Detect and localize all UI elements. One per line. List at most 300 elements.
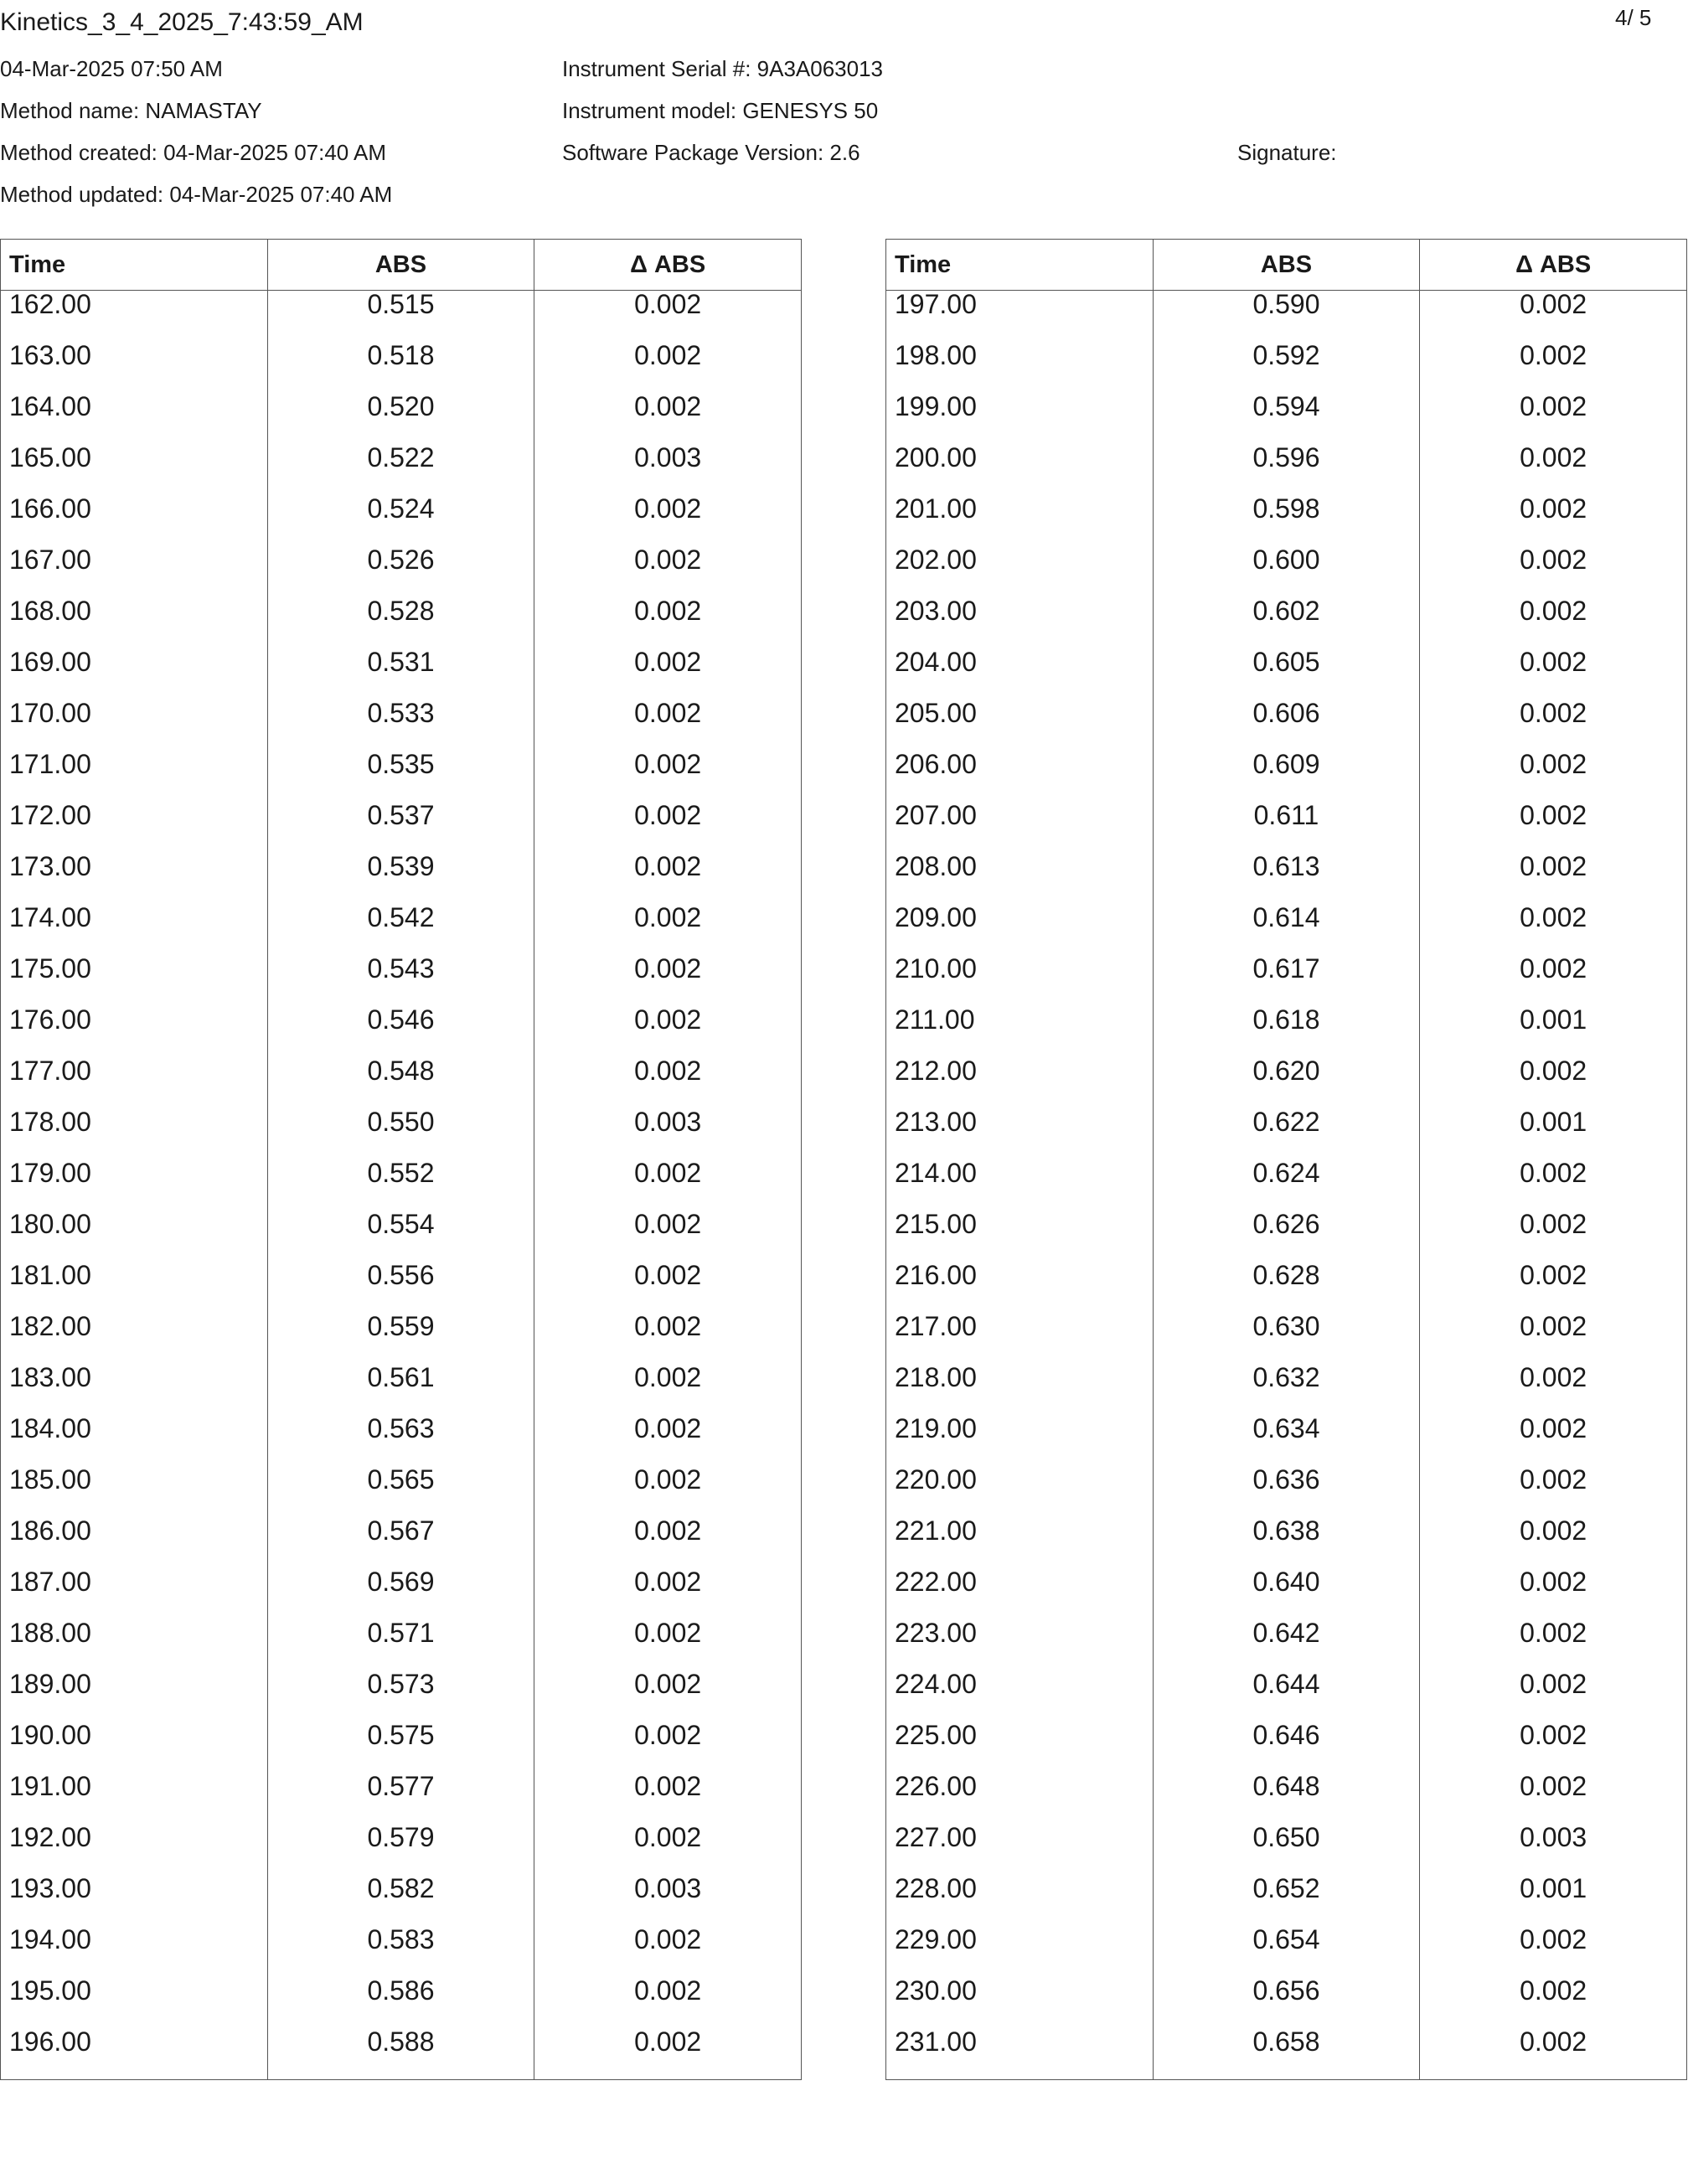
delta-abs-cell: 0.002 [1420, 955, 1687, 1006]
time-cell: 163.00 [1, 342, 268, 393]
instrument-serial: Instrument Serial #: 9A3A063013 [562, 56, 884, 81]
delta-abs-cell: 0.002 [534, 1517, 802, 1568]
abs-cell: 0.650 [1153, 1824, 1420, 1875]
abs-cell: 0.586 [267, 1977, 534, 2028]
time-cell: 221.00 [886, 1517, 1154, 1568]
abs-cell: 0.609 [1153, 751, 1420, 802]
time-cell: 171.00 [1, 751, 268, 802]
delta-abs-cell: 0.002 [534, 853, 802, 904]
table-row [1, 1670, 802, 1722]
table-row [1, 1466, 802, 1517]
time-cell: 224.00 [886, 1670, 1154, 1722]
delta-abs-cell: 0.002 [534, 1670, 802, 1722]
delta-abs-cell: 0.002 [534, 393, 802, 444]
delta-abs-cell: 0.002 [534, 1006, 802, 1057]
table-row [886, 342, 1687, 393]
table-row [886, 444, 1687, 495]
abs-cell: 0.552 [267, 1159, 534, 1211]
delta-abs-cell: 0.002 [1420, 342, 1687, 393]
table-body-left [1, 291, 802, 2080]
time-cell: 205.00 [886, 700, 1154, 751]
abs-cell: 0.524 [267, 495, 534, 546]
delta-abs-cell: 0.002 [1420, 648, 1687, 700]
table-row [1, 393, 802, 444]
column-header-delta-abs: Δ ABS [534, 240, 802, 291]
delta-abs-cell: 0.002 [1420, 291, 1687, 343]
signature-label: Signature: [1237, 140, 1337, 165]
delta-abs-cell: 0.002 [1420, 1670, 1687, 1722]
table-row [1, 546, 802, 597]
table-row [886, 1773, 1687, 1824]
time-cell: 168.00 [1, 597, 268, 648]
abs-cell: 0.658 [1153, 2028, 1420, 2079]
column-header-abs: ABS [267, 240, 534, 291]
table-row [1, 1977, 802, 2028]
delta-abs-cell: 0.002 [534, 1722, 802, 1773]
time-cell: 167.00 [1, 546, 268, 597]
table-row [886, 1262, 1687, 1313]
table-row [886, 597, 1687, 648]
abs-cell: 0.634 [1153, 1415, 1420, 1466]
abs-cell: 0.548 [267, 1057, 534, 1108]
time-cell: 198.00 [886, 342, 1154, 393]
time-cell: 219.00 [886, 1415, 1154, 1466]
table-row [1, 1619, 802, 1670]
time-cell: 191.00 [1, 1773, 268, 1824]
table-row [1, 904, 802, 955]
time-cell: 212.00 [886, 1057, 1154, 1108]
table-row [1, 1006, 802, 1057]
data-table-right [885, 239, 1687, 2080]
delta-abs-cell: 0.002 [534, 291, 802, 343]
time-cell: 187.00 [1, 1568, 268, 1619]
abs-cell: 0.579 [267, 1824, 534, 1875]
method-updated: Method updated: 04-Mar-2025 07:40 AM [0, 182, 393, 207]
time-cell: 189.00 [1, 1670, 268, 1722]
table-header-row [886, 240, 1687, 291]
delta-abs-cell: 0.001 [1420, 1108, 1687, 1159]
abs-cell: 0.644 [1153, 1670, 1420, 1722]
delta-abs-cell: 0.002 [534, 1619, 802, 1670]
filler-cell [534, 2079, 802, 2080]
table-row [1, 1159, 802, 1211]
time-cell: 185.00 [1, 1466, 268, 1517]
time-cell: 203.00 [886, 597, 1154, 648]
table-row [886, 802, 1687, 853]
abs-cell: 0.613 [1153, 853, 1420, 904]
method-created: Method created: 04-Mar-2025 07:40 AM [0, 140, 387, 165]
table-body-right [886, 291, 1687, 2080]
delta-abs-cell: 0.002 [534, 955, 802, 1006]
delta-abs-cell: 0.002 [1420, 1262, 1687, 1313]
abs-cell: 0.567 [267, 1517, 534, 1568]
delta-abs-cell: 0.002 [1420, 1211, 1687, 1262]
abs-cell: 0.594 [1153, 393, 1420, 444]
abs-cell: 0.636 [1153, 1466, 1420, 1517]
table-row [886, 291, 1687, 343]
table-row [886, 1415, 1687, 1466]
abs-cell: 0.528 [267, 597, 534, 648]
table-row [886, 1926, 1687, 1977]
abs-cell: 0.620 [1153, 1057, 1420, 1108]
table-row [1, 1364, 802, 1415]
time-cell: 175.00 [1, 955, 268, 1006]
abs-cell: 0.563 [267, 1415, 534, 1466]
table-row [1, 1824, 802, 1875]
table-row [886, 955, 1687, 1006]
abs-cell: 0.590 [1153, 291, 1420, 343]
abs-cell: 0.546 [267, 1006, 534, 1057]
delta-abs-cell: 0.002 [534, 2028, 802, 2079]
table-row [1, 802, 802, 853]
abs-cell: 0.592 [1153, 342, 1420, 393]
time-cell: 172.00 [1, 802, 268, 853]
delta-abs-cell: 0.002 [1420, 1057, 1687, 1108]
delta-abs-cell: 0.002 [1420, 1517, 1687, 1568]
abs-cell: 0.531 [267, 648, 534, 700]
delta-abs-cell: 0.002 [1420, 1977, 1687, 2028]
filler-cell [267, 2079, 534, 2080]
time-cell: 182.00 [1, 1313, 268, 1364]
delta-abs-cell: 0.003 [1420, 1824, 1687, 1875]
time-cell: 166.00 [1, 495, 268, 546]
time-cell: 193.00 [1, 1875, 268, 1926]
time-cell: 220.00 [886, 1466, 1154, 1517]
time-cell: 218.00 [886, 1364, 1154, 1415]
time-cell: 204.00 [886, 648, 1154, 700]
time-cell: 213.00 [886, 1108, 1154, 1159]
column-header-time: Time [886, 240, 1154, 291]
time-cell: 174.00 [1, 904, 268, 955]
delta-abs-cell: 0.002 [1420, 700, 1687, 751]
table-row [1, 648, 802, 700]
abs-cell: 0.618 [1153, 1006, 1420, 1057]
abs-cell: 0.624 [1153, 1159, 1420, 1211]
table-row [886, 1875, 1687, 1926]
abs-cell: 0.577 [267, 1773, 534, 1824]
method-name: Method name: NAMASTAY [0, 98, 262, 123]
delta-abs-cell: 0.002 [1420, 1568, 1687, 1619]
table-row [886, 1670, 1687, 1722]
report-title: Kinetics_3_4_2025_7:43:59_AM [0, 8, 364, 36]
abs-cell: 0.638 [1153, 1517, 1420, 1568]
table-row [1, 444, 802, 495]
filler-cell [1153, 2079, 1420, 2080]
table-row [1, 1926, 802, 1977]
abs-cell: 0.518 [267, 342, 534, 393]
abs-cell: 0.588 [267, 2028, 534, 2079]
time-cell: 165.00 [1, 444, 268, 495]
time-cell: 183.00 [1, 1364, 268, 1415]
abs-cell: 0.614 [1153, 904, 1420, 955]
table-row [886, 648, 1687, 700]
time-cell: 176.00 [1, 1006, 268, 1057]
delta-abs-cell: 0.002 [1420, 853, 1687, 904]
abs-cell: 0.573 [267, 1670, 534, 1722]
time-cell: 222.00 [886, 1568, 1154, 1619]
delta-abs-cell: 0.002 [1420, 2028, 1687, 2079]
delta-abs-cell: 0.002 [534, 1824, 802, 1875]
abs-cell: 0.602 [1153, 597, 1420, 648]
table-row [1, 1568, 802, 1619]
time-cell: 196.00 [1, 2028, 268, 2079]
time-cell: 173.00 [1, 853, 268, 904]
time-cell: 207.00 [886, 802, 1154, 853]
abs-cell: 0.533 [267, 700, 534, 751]
delta-abs-cell: 0.002 [1420, 802, 1687, 853]
time-cell: 229.00 [886, 1926, 1154, 1977]
delta-abs-cell: 0.003 [534, 1108, 802, 1159]
abs-cell: 0.561 [267, 1364, 534, 1415]
abs-cell: 0.537 [267, 802, 534, 853]
abs-cell: 0.543 [267, 955, 534, 1006]
abs-cell: 0.648 [1153, 1773, 1420, 1824]
delta-abs-cell: 0.002 [534, 1364, 802, 1415]
table-filler-row [1, 2079, 802, 2080]
table-row [886, 2028, 1687, 2079]
time-cell: 197.00 [886, 291, 1154, 343]
table-row [1, 853, 802, 904]
time-cell: 202.00 [886, 546, 1154, 597]
time-cell: 177.00 [1, 1057, 268, 1108]
delta-abs-cell: 0.002 [1420, 1926, 1687, 1977]
table-row [886, 495, 1687, 546]
time-cell: 227.00 [886, 1824, 1154, 1875]
table-row [886, 904, 1687, 955]
column-header-delta-abs: Δ ABS [1420, 240, 1687, 291]
table-row [886, 1619, 1687, 1670]
delta-abs-cell: 0.002 [1420, 1722, 1687, 1773]
abs-cell: 0.600 [1153, 546, 1420, 597]
table-row [886, 393, 1687, 444]
time-cell: 209.00 [886, 904, 1154, 955]
abs-cell: 0.598 [1153, 495, 1420, 546]
software-version: Software Package Version: 2.6 [562, 140, 860, 165]
time-cell: 181.00 [1, 1262, 268, 1313]
delta-abs-cell: 0.002 [534, 1977, 802, 2028]
column-header-abs: ABS [1153, 240, 1420, 291]
table-row [1, 597, 802, 648]
filler-cell [886, 2079, 1154, 2080]
abs-cell: 0.626 [1153, 1211, 1420, 1262]
abs-cell: 0.569 [267, 1568, 534, 1619]
time-cell: 188.00 [1, 1619, 268, 1670]
table-header-row [1, 240, 802, 291]
abs-cell: 0.617 [1153, 955, 1420, 1006]
column-header-time: Time [1, 240, 268, 291]
abs-cell: 0.622 [1153, 1108, 1420, 1159]
abs-cell: 0.535 [267, 751, 534, 802]
time-cell: 179.00 [1, 1159, 268, 1211]
abs-cell: 0.550 [267, 1108, 534, 1159]
table-row [886, 1722, 1687, 1773]
abs-cell: 0.554 [267, 1211, 534, 1262]
abs-cell: 0.654 [1153, 1926, 1420, 1977]
abs-cell: 0.565 [267, 1466, 534, 1517]
table-row [886, 1313, 1687, 1364]
abs-cell: 0.571 [267, 1619, 534, 1670]
delta-abs-cell: 0.003 [534, 1875, 802, 1926]
table-row [1, 1415, 802, 1466]
delta-abs-cell: 0.002 [1420, 546, 1687, 597]
delta-abs-cell: 0.002 [534, 1211, 802, 1262]
table-row [886, 1568, 1687, 1619]
delta-abs-cell: 0.002 [1420, 393, 1687, 444]
abs-cell: 0.542 [267, 904, 534, 955]
delta-abs-cell: 0.002 [1420, 1619, 1687, 1670]
delta-abs-cell: 0.002 [534, 1466, 802, 1517]
abs-cell: 0.646 [1153, 1722, 1420, 1773]
delta-abs-cell: 0.002 [1420, 1415, 1687, 1466]
time-cell: 194.00 [1, 1926, 268, 1977]
delta-abs-cell: 0.002 [1420, 751, 1687, 802]
abs-cell: 0.642 [1153, 1619, 1420, 1670]
delta-abs-cell: 0.002 [534, 904, 802, 955]
table-row [1, 2028, 802, 2079]
delta-abs-cell: 0.002 [534, 802, 802, 853]
abs-cell: 0.611 [1153, 802, 1420, 853]
delta-abs-cell: 0.002 [1420, 597, 1687, 648]
abs-cell: 0.656 [1153, 1977, 1420, 2028]
delta-abs-cell: 0.002 [1420, 1313, 1687, 1364]
delta-abs-cell: 0.002 [534, 751, 802, 802]
data-table-left [0, 239, 802, 2080]
table-row [886, 1517, 1687, 1568]
table-row [1, 1875, 802, 1926]
table-row [1, 291, 802, 343]
table-row [886, 1057, 1687, 1108]
abs-cell: 0.539 [267, 853, 534, 904]
instrument-model: Instrument model: GENESYS 50 [562, 98, 879, 123]
delta-abs-cell: 0.002 [534, 1057, 802, 1108]
table-row [886, 700, 1687, 751]
time-cell: 169.00 [1, 648, 268, 700]
delta-abs-cell: 0.001 [1420, 1006, 1687, 1057]
abs-cell: 0.520 [267, 393, 534, 444]
delta-abs-cell: 0.002 [534, 1262, 802, 1313]
table-row [886, 1211, 1687, 1262]
table-row [1, 342, 802, 393]
time-cell: 180.00 [1, 1211, 268, 1262]
delta-abs-cell: 0.002 [534, 495, 802, 546]
table-row [1, 1108, 802, 1159]
time-cell: 199.00 [886, 393, 1154, 444]
table-row [1, 751, 802, 802]
table-row [886, 1006, 1687, 1057]
table-row [1, 1517, 802, 1568]
abs-cell: 0.605 [1153, 648, 1420, 700]
abs-cell: 0.628 [1153, 1262, 1420, 1313]
table-row [1, 1262, 802, 1313]
table-row [886, 1364, 1687, 1415]
delta-abs-cell: 0.002 [1420, 1466, 1687, 1517]
report-date: 04-Mar-2025 07:50 AM [0, 56, 223, 81]
table-row [886, 1108, 1687, 1159]
abs-cell: 0.559 [267, 1313, 534, 1364]
time-cell: 195.00 [1, 1977, 268, 2028]
abs-cell: 0.582 [267, 1875, 534, 1926]
delta-abs-cell: 0.002 [534, 1415, 802, 1466]
time-cell: 230.00 [886, 1977, 1154, 2028]
time-cell: 216.00 [886, 1262, 1154, 1313]
time-cell: 225.00 [886, 1722, 1154, 1773]
delta-abs-cell: 0.002 [534, 1926, 802, 1977]
table-row [1, 1057, 802, 1108]
table-row [886, 853, 1687, 904]
delta-abs-cell: 0.002 [1420, 1364, 1687, 1415]
abs-cell: 0.556 [267, 1262, 534, 1313]
delta-abs-cell: 0.002 [534, 1773, 802, 1824]
time-cell: 210.00 [886, 955, 1154, 1006]
page-number: 4/ 5 [1615, 5, 1652, 30]
time-cell: 214.00 [886, 1159, 1154, 1211]
abs-cell: 0.640 [1153, 1568, 1420, 1619]
abs-cell: 0.652 [1153, 1875, 1420, 1926]
delta-abs-cell: 0.002 [534, 597, 802, 648]
time-cell: 178.00 [1, 1108, 268, 1159]
abs-cell: 0.526 [267, 546, 534, 597]
table-row [886, 1159, 1687, 1211]
time-cell: 211.00 [886, 1006, 1154, 1057]
time-cell: 228.00 [886, 1875, 1154, 1926]
abs-cell: 0.632 [1153, 1364, 1420, 1415]
delta-abs-cell: 0.002 [534, 1313, 802, 1364]
time-cell: 200.00 [886, 444, 1154, 495]
table-row [886, 546, 1687, 597]
time-cell: 231.00 [886, 2028, 1154, 2079]
abs-cell: 0.575 [267, 1722, 534, 1773]
abs-cell: 0.606 [1153, 700, 1420, 751]
delta-abs-cell: 0.002 [1420, 904, 1687, 955]
time-cell: 201.00 [886, 495, 1154, 546]
delta-abs-cell: 0.002 [1420, 444, 1687, 495]
filler-cell [1, 2079, 268, 2080]
delta-abs-cell: 0.002 [534, 1568, 802, 1619]
table-row [1, 1211, 802, 1262]
abs-cell: 0.583 [267, 1926, 534, 1977]
table-row [1, 495, 802, 546]
table-row [886, 1977, 1687, 2028]
delta-abs-cell: 0.001 [1420, 1875, 1687, 1926]
abs-cell: 0.522 [267, 444, 534, 495]
table-row [886, 751, 1687, 802]
abs-cell: 0.630 [1153, 1313, 1420, 1364]
time-cell: 215.00 [886, 1211, 1154, 1262]
table-row [1, 700, 802, 751]
delta-abs-cell: 0.003 [534, 444, 802, 495]
delta-abs-cell: 0.002 [534, 342, 802, 393]
time-cell: 164.00 [1, 393, 268, 444]
delta-abs-cell: 0.002 [1420, 495, 1687, 546]
time-cell: 223.00 [886, 1619, 1154, 1670]
delta-abs-cell: 0.002 [534, 700, 802, 751]
delta-abs-cell: 0.002 [1420, 1159, 1687, 1211]
time-cell: 217.00 [886, 1313, 1154, 1364]
table-row [1, 1773, 802, 1824]
filler-cell [1420, 2079, 1687, 2080]
time-cell: 170.00 [1, 700, 268, 751]
table-filler-row [886, 2079, 1687, 2080]
time-cell: 190.00 [1, 1722, 268, 1773]
time-cell: 162.00 [1, 291, 268, 343]
delta-abs-cell: 0.002 [534, 1159, 802, 1211]
table-row [886, 1466, 1687, 1517]
time-cell: 184.00 [1, 1415, 268, 1466]
delta-abs-cell: 0.002 [534, 648, 802, 700]
table-row [1, 1313, 802, 1364]
time-cell: 208.00 [886, 853, 1154, 904]
table-row [886, 1824, 1687, 1875]
